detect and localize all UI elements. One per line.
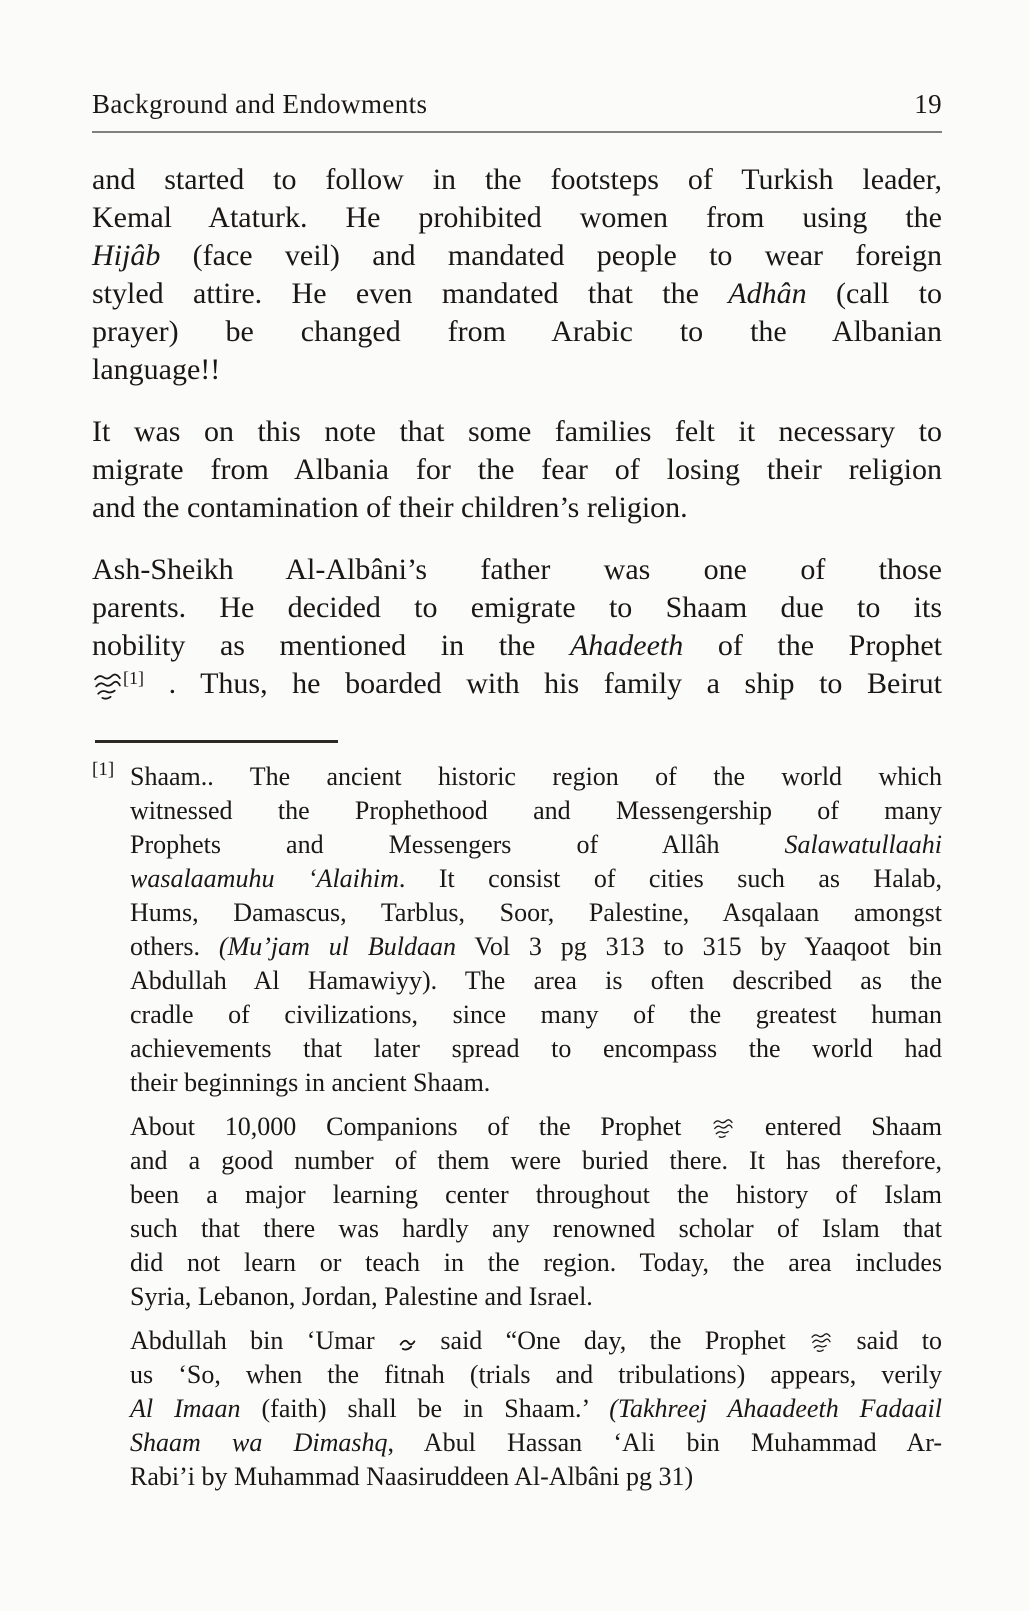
text-run: Hums, Damascus, Tarblus, Soor, Palestine, Asqalaan amongst — [130, 898, 942, 927]
text-line — [130, 1358, 942, 1392]
text-line — [92, 665, 942, 706]
text-run: been a major learning center throughout the history of Islam — [130, 1180, 942, 1209]
text-line — [130, 1212, 942, 1246]
text-run: Ash-Sheikh Al-Albâni’s father was one of those — [92, 553, 942, 586]
text-run: did not learn or teach in the region. Today, the area includes — [130, 1248, 942, 1277]
text-run: Vol 3 pg 313 to 315 by Yaaqoot bin — [455, 932, 942, 961]
main-paragraph — [92, 161, 942, 389]
text-run: It was on this note that some families felt it necessary to — [92, 415, 942, 448]
text-run: (Takhreej Ahaadeeth Fadaail — [609, 1394, 943, 1423]
footnote-paragraph — [130, 1110, 942, 1314]
text-run: . Thus, he boarded with his family a ship to Beirut — [144, 667, 942, 700]
text-run: About 10,000 Companions of the Prophet — [130, 1112, 712, 1141]
text-run: Hijâb — [92, 239, 161, 272]
text-line — [92, 489, 942, 527]
footnote-paragraph — [130, 760, 942, 1100]
text-run: Ahadeeth — [569, 629, 684, 662]
radiallahu-anhu-calligraphy-icon — [398, 1324, 417, 1358]
text-run: of the Prophet — [683, 629, 943, 662]
text-line — [92, 313, 942, 351]
text-run: nobility as mentioned in the — [92, 629, 570, 662]
text-line — [92, 451, 942, 489]
footnote-marker: [1] — [92, 759, 115, 780]
text-run: (Mu’jam ul Buldaan — [218, 932, 456, 961]
text-run: Shaam wa Dimashq — [130, 1428, 388, 1457]
pbuh-calligraphy-icon — [711, 1110, 735, 1144]
footnote-reference: [1] — [123, 668, 144, 689]
text-run: Shaam.. The ancient historic region of the world which — [130, 762, 942, 791]
text-run: Adhân — [728, 277, 807, 310]
text-line — [130, 964, 942, 998]
text-line — [92, 275, 942, 313]
text-line — [92, 627, 942, 665]
text-line — [130, 828, 942, 862]
text-run: wasalaamuhu ‘Alaihim — [130, 864, 399, 893]
text-run: Salawatullaahi — [784, 830, 942, 859]
text-line — [130, 794, 942, 828]
text-line — [92, 161, 942, 199]
text-run: migrate from Albania for the fear of losing their religion — [92, 453, 942, 486]
text-run: witnessed the Prophethood and Messengership of many — [130, 796, 942, 825]
text-run: said to — [833, 1326, 942, 1355]
text-run: and started to follow in the footsteps of Turkish leader, — [92, 163, 942, 196]
page-number: 19 — [914, 89, 942, 119]
page-header — [92, 90, 942, 118]
text-run: and a good number of them were buried there. It has therefore, — [130, 1146, 942, 1175]
text-line — [130, 1110, 942, 1144]
text-run: parents. He decided to emigrate to Shaam due to its — [92, 591, 942, 624]
text-run: Abdullah bin ‘Umar — [130, 1326, 399, 1355]
main-text — [92, 161, 942, 706]
footnote-section — [92, 760, 942, 1494]
text-run: and the contamination of their children’s religion. — [92, 491, 688, 524]
text-run: (call to — [806, 277, 942, 310]
text-run: , Abul Hassan ‘Ali bin Muhammad Ar- — [387, 1428, 942, 1457]
header-rule — [92, 131, 942, 133]
text-run: their beginnings in ancient Shaam. — [130, 1068, 491, 1097]
text-line — [130, 1178, 942, 1212]
text-line — [92, 199, 942, 237]
text-run: prayer) be changed from Arabic to the Albanian — [92, 315, 942, 348]
text-line — [130, 1246, 942, 1280]
text-run: us ‘So, when the fitnah (trials and tribulations) appears, verily — [130, 1360, 942, 1389]
running-header-title: Background and Endowments — [92, 89, 428, 119]
footnote-paragraph — [130, 1324, 942, 1494]
text-line — [130, 1426, 942, 1460]
text-line — [130, 896, 942, 930]
text-run: Al Imaan — [130, 1394, 241, 1423]
text-run: achievements that later spread to encompass the world had — [130, 1034, 942, 1063]
text-line — [92, 413, 942, 451]
text-run: Syria, Lebanon, Jordan, Palestine and Israel. — [130, 1282, 593, 1311]
text-line — [92, 589, 942, 627]
text-run: entered Shaam — [735, 1112, 942, 1141]
text-run: language!! — [92, 353, 221, 386]
text-line — [130, 1460, 942, 1494]
text-run: Prophets and Messengers of Allâh — [130, 830, 785, 859]
text-run: Abdullah Al Hamawiyy). The area is often described as the — [130, 966, 942, 995]
text-run: others. — [130, 932, 219, 961]
main-paragraph — [92, 551, 942, 706]
text-line — [130, 1032, 942, 1066]
footnote-separator — [95, 740, 338, 743]
text-run: said “One day, the Prophet — [417, 1326, 810, 1355]
text-line — [130, 1324, 942, 1358]
text-run: Rabi’i by Muhammad Naasiruddeen Al-Albâni pg 31) — [130, 1462, 694, 1491]
text-line — [130, 1392, 942, 1426]
text-run: cradle of civilizations, since many of the greatest human — [130, 1000, 942, 1029]
text-line — [130, 998, 942, 1032]
pbuh-calligraphy-icon — [809, 1324, 833, 1358]
text-line — [92, 351, 942, 389]
text-line — [130, 1066, 942, 1100]
text-run: styled attire. He even mandated that the — [92, 277, 729, 310]
footnote-body — [130, 760, 942, 1494]
text-run: Kemal Ataturk. He prohibited women from using the — [92, 201, 942, 234]
pbuh-calligraphy-icon — [92, 665, 123, 703]
text-line — [130, 760, 942, 794]
text-line — [92, 237, 942, 275]
text-run: (face veil) and mandated people to wear foreign — [160, 239, 942, 272]
text-line — [130, 862, 942, 896]
text-run: such that there was hardly any renowned scholar of Islam that — [130, 1214, 942, 1243]
text-run: . It consist of cities such as Halab, — [398, 864, 942, 893]
main-paragraph — [92, 413, 942, 527]
text-run: (faith) shall be in Shaam.’ — [240, 1394, 610, 1423]
text-line — [130, 1144, 942, 1178]
text-line — [130, 930, 942, 964]
text-line — [130, 1280, 942, 1314]
text-line — [92, 551, 942, 589]
